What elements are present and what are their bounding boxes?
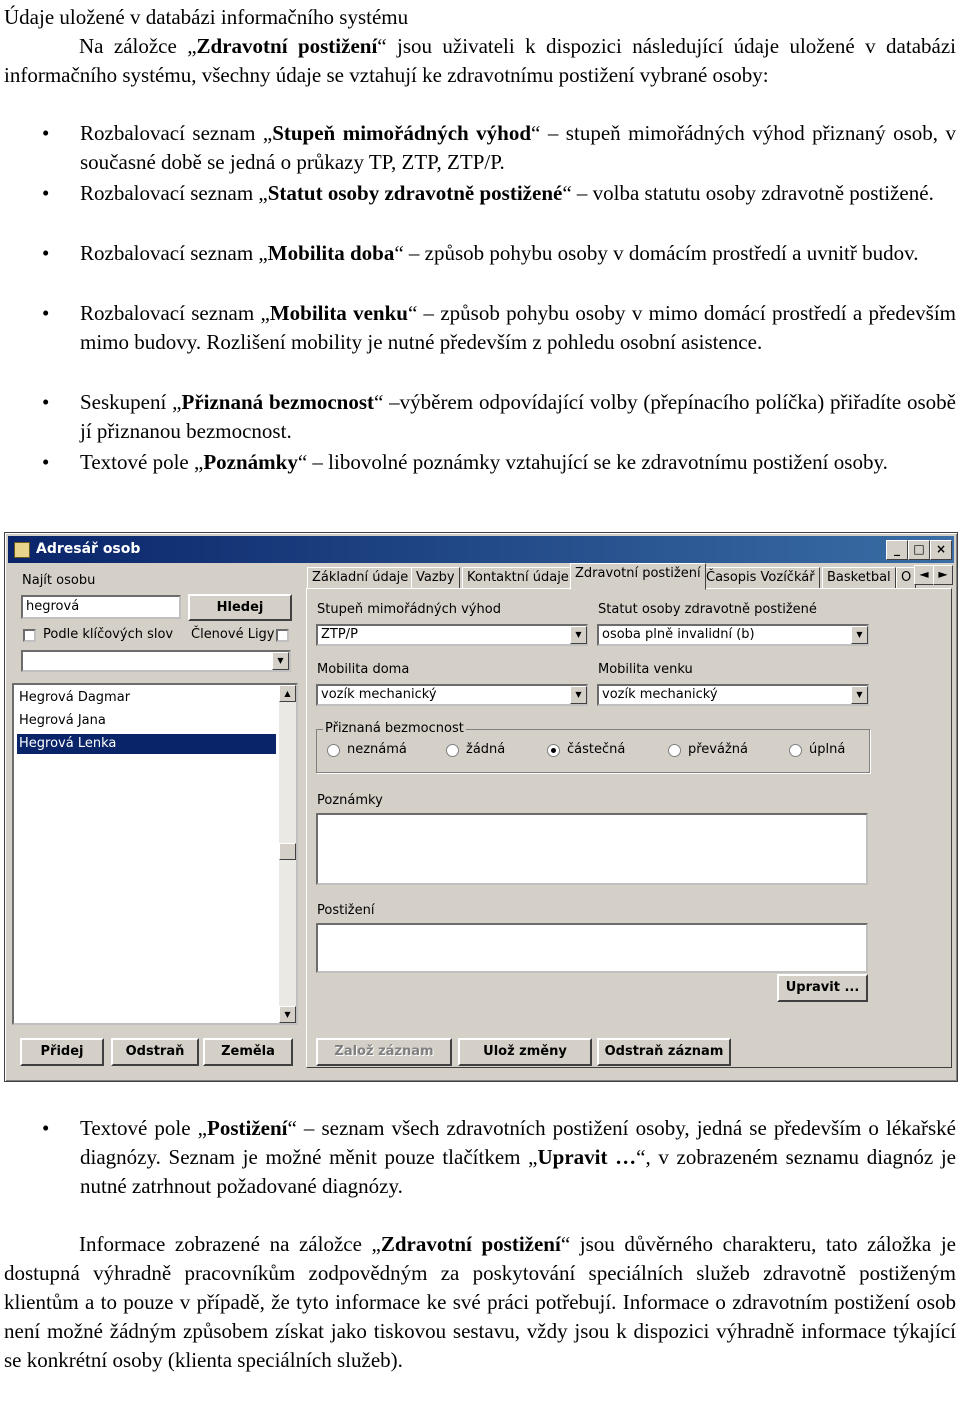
league-members-checkbox[interactable] (276, 629, 289, 642)
tab-relations[interactable]: Vazby (411, 567, 460, 589)
mobility-outside-label: Mobilita venku (598, 662, 693, 677)
disabilities-label: Postižení (317, 903, 375, 918)
benefits-dropdown[interactable]: ZTP/P (316, 624, 588, 646)
window-title: Adresář osob (36, 541, 141, 557)
radio-mostly[interactable] (668, 744, 681, 757)
tab-basic-info[interactable]: Základní údaje (307, 567, 413, 589)
window-titlebar (8, 536, 954, 563)
deceased-button[interactable]: Zeměla (203, 1038, 293, 1066)
search-button[interactable]: Hledej (188, 594, 292, 621)
chevron-down-icon[interactable]: ▼ (851, 626, 868, 644)
status-dropdown[interactable]: osoba plně invalidní (b) (597, 624, 869, 646)
filter-dropdown[interactable] (21, 650, 291, 672)
chevron-down-icon[interactable]: ▼ (272, 652, 289, 670)
bullet-dot: • (42, 241, 50, 265)
close-button[interactable]: × (930, 540, 952, 560)
bullet-dot: • (42, 450, 50, 474)
bullet-dot: • (42, 390, 50, 414)
mobility-home-label: Mobilita doma (317, 662, 410, 677)
radio-mostly-label: převážná (688, 742, 748, 757)
list-item[interactable]: Hegrová Dagmar (19, 690, 131, 705)
chevron-down-icon[interactable]: ▼ (570, 686, 587, 704)
list-item: • Rozbalovací seznam „Mobilita venku“ – způsob pohybu osoby v mimo domácí prostředí a především mimo budovy. Rozlišení mobility je nutné především z pohledu osobní asistence. (42, 301, 956, 354)
radio-none[interactable] (446, 744, 459, 757)
notes-label: Poznámky (317, 793, 383, 808)
health-tab-panel (306, 588, 952, 1068)
final-paragraph: Informace zobrazené na záložce „Zdravotní postižení“ jsou důvěrného charakteru, tato záložka je dostupná výhradně pracovníkům zodpovědným za poskytování speciálních služeb zdravotně postiženým klientům a to pouze v případě, že tyto informace ke své práci potřebují. Informace o zdravotním postižení osob není možné žádným způsobem získat jako tiskovou sestavu, vždy jsou k dispozici výhradně informace týkající se konkrétní osoby (klienta speciálních služeb). (4, 1232, 956, 1372)
list-item: • Seskupení „Přiznaná bezmocnost“ –výběrem odpovídající volby (přepínacího políčka) přiřadíte osobě jí přiznanou bezmocnost. (42, 390, 956, 443)
minimize-button[interactable]: _ (886, 540, 908, 560)
scroll-down-icon[interactable]: ▼ (279, 1006, 296, 1023)
list-item: • Rozbalovací seznam „Statut osoby zdravotně postižené“ – volba statutu osoby zdravotně postižené. (80, 179, 956, 208)
list-item-selected[interactable]: Hegrová Lenka (17, 734, 276, 754)
add-button[interactable]: Přidej (20, 1038, 104, 1066)
chevron-down-icon[interactable]: ▼ (851, 686, 868, 704)
notes-textarea[interactable] (316, 813, 868, 885)
tab-strip (305, 563, 955, 589)
radio-none-label: žádná (466, 742, 506, 757)
list-item: • Rozbalovací seznam „Mobilita doba“ – způsob pohybu osoby v domácím prostředí a uvnitř budov. (80, 239, 956, 268)
edit-button[interactable]: Upravit ... (777, 974, 868, 1002)
mobility-outside-dropdown[interactable]: vozík mechanický (597, 684, 869, 706)
helplessness-group (316, 721, 870, 773)
tab-more[interactable]: O (896, 567, 916, 589)
list-item: • Rozbalovací seznam „Stupeň mimořádných výhod“ – stupeň mimořádných výhod přiznaný osob, v současné době se jedná o průkazy TP, ZTP, ZTP/P. (42, 121, 957, 174)
search-input[interactable]: hegrová (21, 595, 181, 619)
bullet-dot: • (42, 301, 50, 325)
radio-full[interactable] (789, 744, 802, 757)
disabilities-field (316, 923, 868, 973)
tab-basketball[interactable]: Basketbal (822, 567, 896, 589)
status-label: Statut osoby zdravotně postižené (598, 602, 817, 617)
list-item[interactable]: Hegrová Jana (19, 713, 106, 728)
keywords-checkbox-label: Podle klíčových slov (43, 627, 174, 642)
tab-scroll-left-icon[interactable]: ◄ (914, 565, 934, 585)
remove-button[interactable]: Odstraň (111, 1038, 199, 1066)
scroll-thumb[interactable] (279, 843, 296, 860)
radio-partial[interactable] (547, 744, 560, 757)
radio-full-label: úplná (809, 742, 846, 757)
bullet-dot: • (42, 1116, 50, 1140)
radio-unknown[interactable] (327, 744, 340, 757)
list-item: • Textové pole „Poznámky“ – libovolné poznámky vztahující se ke zdravotnímu postižení osoby. (80, 448, 956, 477)
radio-partial-label: částečná (567, 742, 626, 757)
person-list[interactable] (12, 683, 298, 1025)
benefits-dropdown-arrow[interactable] (570, 626, 587, 644)
tab-magazine[interactable]: Časopis Vozíčkář (701, 567, 820, 589)
list-scrollbar[interactable] (279, 685, 296, 1023)
keywords-checkbox[interactable] (23, 629, 36, 642)
search-label: Najít osobu (22, 573, 96, 588)
league-members-label: Členové Ligy (191, 627, 275, 642)
address-book-window (4, 532, 958, 1082)
intro-paragraph: Na záložce „Zdravotní postižení“ jsou uživateli k dispozici následující údaje uložené v databázi informačního systému, všechny údaje se vztahují ke zdravotnímu postižení vybrané osoby: (4, 34, 956, 87)
bullet-dot: • (42, 181, 50, 205)
app-icon (14, 542, 30, 558)
list-item: • Textové pole „Postižení“ – seznam všech zdravotních postižení osoby, jedná se především o lékařské diagnózy. Seznam je možné měnit pouze tlačítkem „Upravit …“, v zobrazeném seznamu diagnóz je nutné zatrhnout požadované diagnózy. (42, 1116, 956, 1198)
bullet-dot: • (42, 121, 50, 145)
delete-record-button[interactable]: Odstraň záznam (597, 1038, 731, 1066)
chevron-down-icon[interactable]: ▼ (570, 626, 587, 644)
maximize-button[interactable]: □ (908, 540, 930, 560)
helplessness-label: Přiznaná bezmocnost (325, 721, 464, 736)
save-changes-button[interactable]: Ulož změny (458, 1038, 592, 1066)
mobility-home-dropdown[interactable]: vozík mechanický (316, 684, 588, 706)
tab-contacts[interactable]: Kontaktní údaje (462, 567, 574, 589)
tab-health[interactable]: Zdravotní postižení (570, 563, 706, 590)
scroll-up-icon[interactable]: ▲ (279, 685, 296, 702)
benefits-label: Stupeň mimořádných výhod (317, 602, 501, 617)
create-record-button[interactable]: Založ záznam (316, 1038, 452, 1066)
tab-scroll-right-icon[interactable]: ► (933, 565, 953, 585)
document-heading: Údaje uložené v databázi informačního systému (4, 5, 409, 29)
radio-unknown-label: neznámá (347, 742, 407, 757)
